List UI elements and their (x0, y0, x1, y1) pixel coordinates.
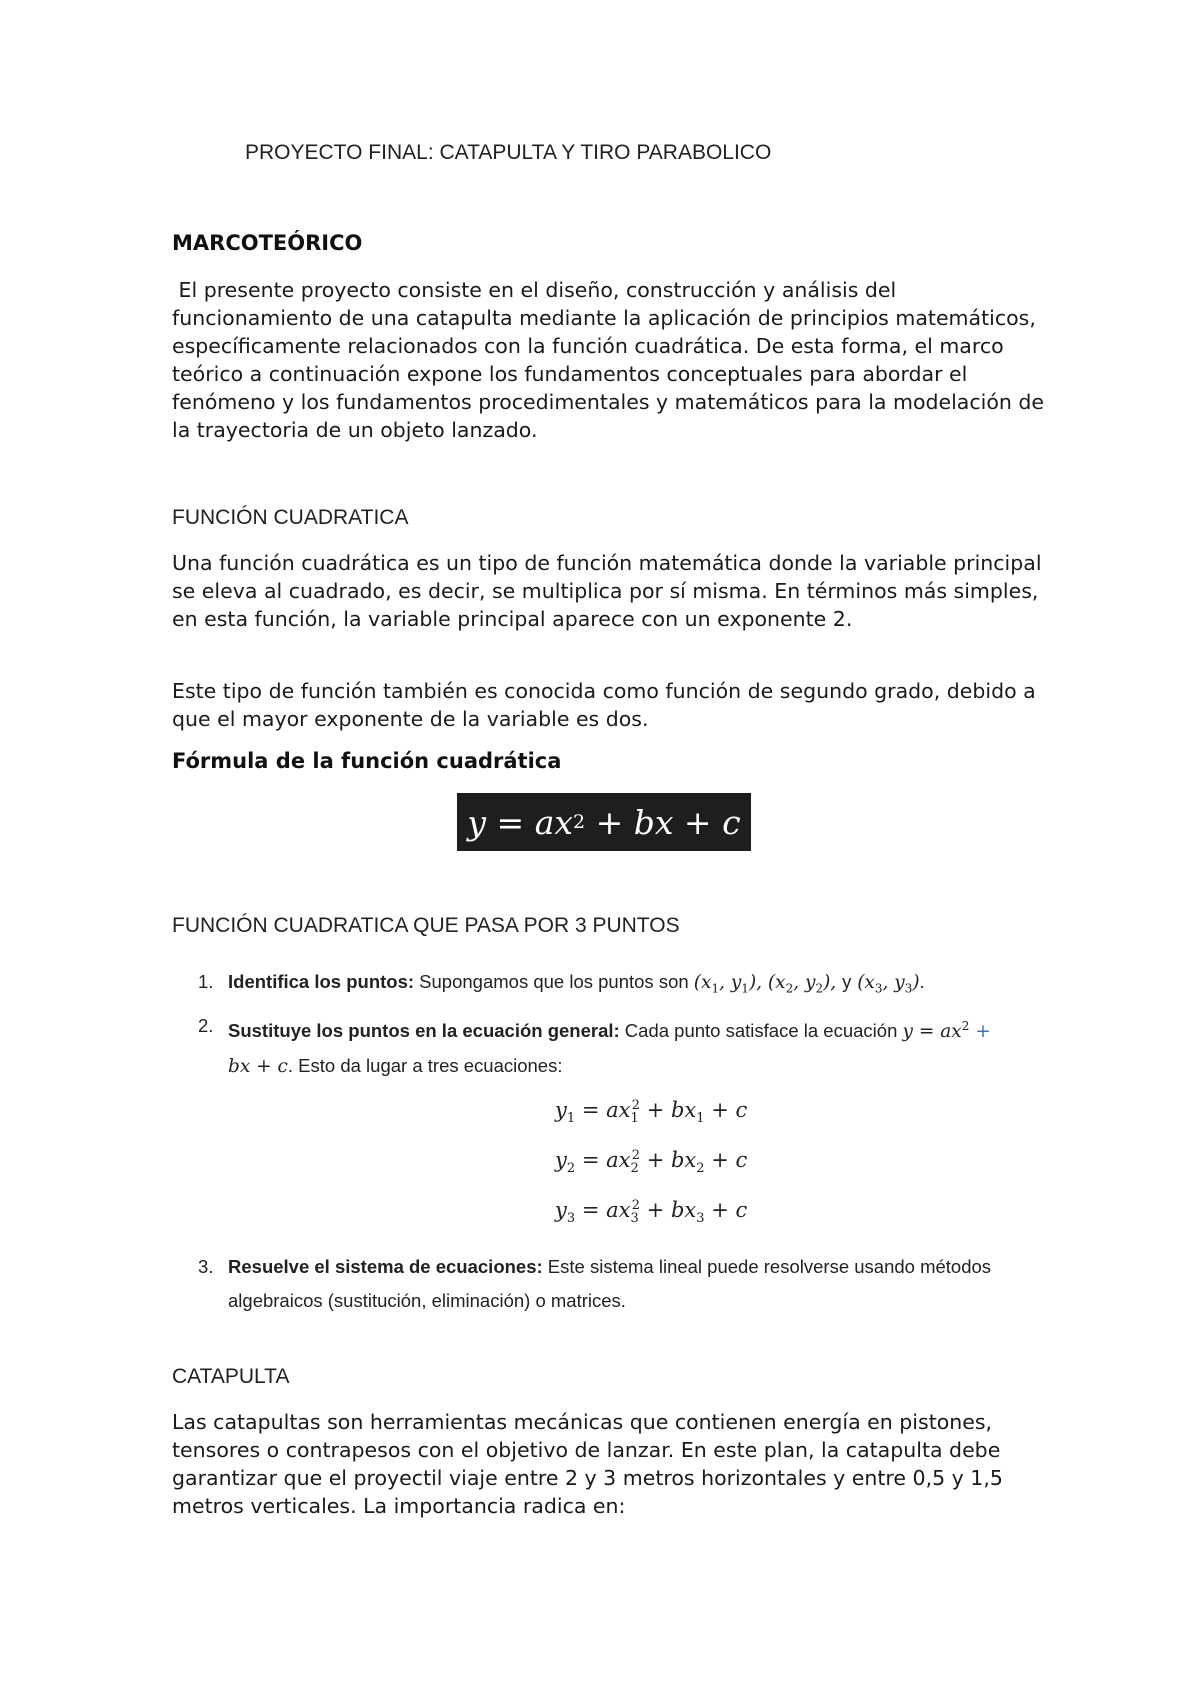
formula-rhs: + bx + c (585, 802, 741, 842)
step-text-2: . Esto da lugar a tres ecuaciones: (287, 1055, 563, 1077)
step-text: Este sistema lineal puede resolverse usando métodos algebraicos (sustitución, eliminación) o matrices. (228, 1256, 997, 1311)
formula-heading: Fórmula de la función cuadrática (172, 749, 562, 773)
equation-3: $y_3 = ax_3^2 + bx_3 + c$ (555, 1198, 748, 1227)
catapulta-paragraph: Las catapultas son herramientas mecánicas que contienen energía en pistones, tensores o contrapesos con el objetivo de lanzar. En este plan, la catapulta debe garantizar que el proyectil viaje entre 2 y 3 metros horizontales y entre 0,5 y 1,5 metros verticales. La importancia radica en: (172, 1410, 1003, 1518)
step-bold-label: Sustituye los puntos en la ecuación general: (228, 1020, 620, 1042)
funcion-cuadratica-heading: FUNCIÓN CUADRATICA (172, 506, 409, 529)
step-number: 3. (198, 1256, 214, 1277)
quadratic-formula-image (457, 793, 751, 851)
funcion-cuadratica-paragraph-2: Este tipo de función también es conocida como función de segundo grado, debido a que el mayor exponente de la variable es dos. (172, 679, 1036, 731)
step-bold-label: Identifica los puntos: (228, 971, 415, 992)
catapulta-heading: CATAPULTA (172, 1365, 290, 1388)
step-number: 2. (198, 1015, 214, 1036)
step-bold-label: Resuelve el sistema de ecuaciones: (228, 1256, 543, 1277)
tres-puntos-heading: FUNCIÓN CUADRATICA QUE PASA POR 3 PUNTOS (172, 914, 680, 937)
marco-teorico-paragraph: El presente proyecto consiste en el diseño, construcción y análisis del funcionamiento de una catapulta mediante la aplicación de principios matemáticos, específicamente relacionados con la función cuadrática. De esta forma, el marco teórico a continuación expone los fundamentos conceptuales para abordar el fenómeno y los fundamentos procedimentales y matemáticos para la modelación de la trayectoria de un objeto lanzado. (172, 278, 1051, 442)
document-page: PROYECTO FINAL: CATAPULTA Y TIRO PARABOLICO MARCOTEÓRICO El presente proyecto consiste en el diseño, construcción y análisis del funcionamiento de una catapulta mediante la aplicación de principios matemáticos, específicamente relacionados con la función cuadrática. De esta forma, el marco teórico a continuación expone los fundamentos conceptuales para abordar el fenómeno y los fundamentos procedimentales y matemáticos para la modelación de la trayectoria de un objeto lanzado. FUNCIÓN CUADRATICA Una función cuadrática es un tipo de función matemática donde la variable principal se eleva al cuadrado, es decir, se multiplica por sí misma. En términos más simples, en esta función, la variable principal aparece con un exponente 2. Este tipo de función también es conocida como función de segundo grado, debido a que el mayor exponente de la variable es dos. Fórmula de la función cuadrática y = ax 2 + bx + c FUNCIÓN CUADRATICA QUE PASA POR 3 PUNTOS 1. Identifica los puntos: Supongamos que los puntos son ($x_1$, $y_1$), ($x_2$, $y_2$), y ($x_3$, $y_3$). 2. Sustituye los puntos en la ecuación general: Cada punto satisface la ecuación $y = ax^2$ + bx + c. Esto da lugar a tres ecuaciones: 3. Resuelve el sistema de ecuaciones: Este sistema lineal puede resolverse usando métodos algebraicos (sustitución, eliminación) o matrices. $y_1 = ax_1^2 + bx_1 + c$ $y_2 = ax_2^2 + bx_2 + c$ $y_3 = ax_3^2 + bx_3 + c$ CATAPULTA Las catapultas son herramientas mecánicas que contienen energía en pistones, tensores o contrapesos con el objetivo de lanzar. En este plan, la catapulta debe garantizar que el proyectil viaje entre 2 y 3 metros horizontales y entre 0,5 y 1,5 metros verticales. La importancia radica en: (172, 141, 1051, 1518)
formula-lhs: y = ax (467, 802, 573, 842)
step-text: Supongamos que los puntos son (414, 971, 694, 992)
funcion-cuadratica-paragraph-1: Una función cuadrática es un tipo de función matemática donde la variable principal se eleva al cuadrado, es decir, se multiplica por sí misma. En términos más simples, en esta función, la variable principal aparece con un exponente 2. (172, 551, 1042, 631)
step-number: 1. (198, 971, 214, 992)
points-math: ($x_1$, $y_1$), ($x_2$, $y_2$), y ($x_3$, $y_3$) (693, 971, 920, 996)
step-text: Cada punto satisface la ecuación (619, 1020, 903, 1042)
formula-exponent: 2 (572, 811, 586, 833)
equation-1: $y_1 = ax_1^2 + bx_1 + c$ (555, 1098, 748, 1127)
equation-2: $y_2 = ax_2^2 + bx_2 + c$ (555, 1148, 748, 1177)
marco-teorico-heading: MARCOTEÓRICO (172, 231, 363, 255)
general-equation-math: $y = ax^2$ + bx + c (228, 1019, 991, 1078)
document-title: PROYECTO FINAL: CATAPULTA Y TIRO PARABOLICO (245, 141, 772, 164)
